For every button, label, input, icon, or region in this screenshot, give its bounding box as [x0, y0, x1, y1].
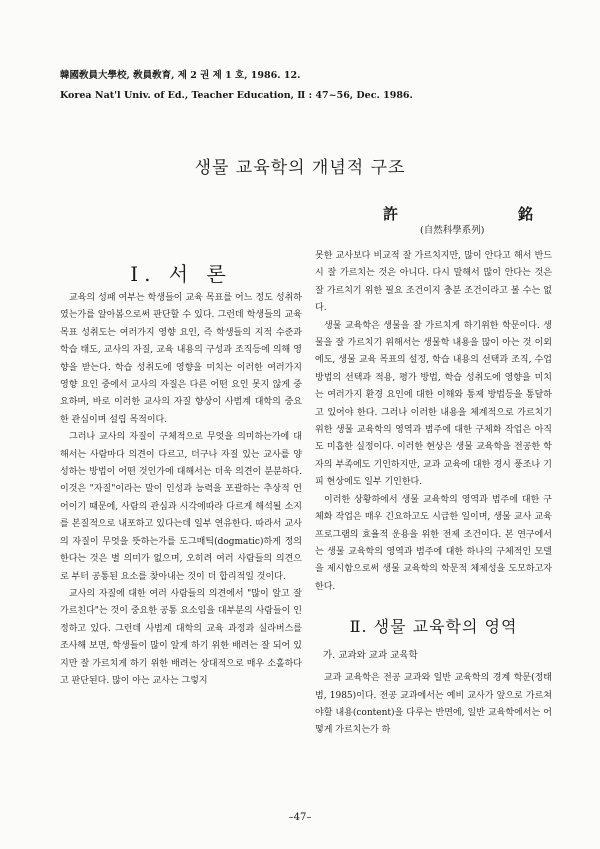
body-paragraph: 교육의 성패 여부는 학생들이 교육 목표를 어느 정도 성취하였는가를 알아봄으로써 판단할 수 있다. 그런데 학생들의 교육 목표 성취도는 여러가지 영향 요인, 즉 학생들의 지적 수준과 학습 태도, 교사의 자질, 교육 내용의 구성과 조직등에 의해 영향을 받는다. 학습 성취도에 영향을 미치는 이러한 여러가지 영향 요인 중에서 교사의 자질은 다른 어떤 요인 못지 않게 중요하며, 바로 이러한 교사의 자질 향상이 사범계 대학의 중요한 관심이며 설립 목적이다.: [60, 293, 302, 425]
author-affiliation: (自然科學系列): [420, 225, 485, 236]
body-paragraph: 교사의 자질에 대한 여러 사람들의 의견에서 "많이 알고 잘 가르친다"는 것이 중요한 공통 요소임을 대부분의 사람들이 인정하고 있다. 그런데 사범계 대학의 교육 과정과 실라버스를 조사해 보면, 학생들이 많이 알게 하기 위한 배려는 잘 되어 있지만 잘 가르치게 하기 위한 배려는 상대적으로 매우 소홀하다고 판단된다. 많이 아는 교사는 그렇지: [60, 588, 302, 686]
journal-header-english: Korea Nat'l Univ. of Ed., Teacher Education, Ⅱ : 47~56, Dec. 1986.: [60, 90, 413, 101]
body-paragraph: 그러나 교사의 자질이 구체적으로 무엇을 의미하는가에 대해서는 사람마다 의견이 다르고, 더구나 자질 있는 교사를 양성하는 방법이 어떤 것인가에 대해서는 더욱 의견이 분분하다. 이것은 "자질"이라는 말이 인성과 능력을 포괄하는 추상적 언어이기 때문에, 사람의 관심과 시각에따라 다르게 해석될 소지를 본질적으로 내포하고 있다는데 일부 연유한다. 따라서 교사의 자질이 무엇을 뜻하는가를 도그매틱(dogmatic)하게 정의한다는 것은 별 의미가 없으며, 오히려 여러 사람들의 의견으로 부터 공통된 요소를 찾아내는 것이 더 합리적일 것이다.: [60, 432, 302, 582]
section-2-heading: Ⅱ. 생물 교육학의 영역: [349, 617, 518, 637]
author-given-name: 銘: [517, 205, 533, 223]
body-paragraph: 못한 교사보다 비교적 잘 가르치지만, 많이 안다고 해서 반드시 잘 가르치는 것은 아니다. 다시 말해서 많이 안다는 것은 잘 가르치기 위한 필요 조건이지 충분 조건이라고 볼 수는 없다.: [315, 251, 552, 314]
right-column: [315, 248, 552, 740]
page-number: –47–: [288, 812, 312, 823]
paper-title: 생물 교육학의 개념적 구조: [194, 158, 406, 178]
journal-header: [60, 66, 413, 106]
author-surname: 許: [383, 205, 399, 223]
body-paragraph: 교과 교육학은 전공 교과와 일반 교육학의 경계 학문(정태범, 1985)이다. 전공 교과에서는 예비 교사가 앞으로 가르쳐야할 내용(content)을 다루는 반면에, 일반 교육학에서는 어떻게 가르치는가 하: [315, 673, 552, 736]
author-name: [383, 203, 533, 224]
left-column: [60, 290, 302, 690]
body-paragraph: 이러한 상황하에서 생물 교육학의 영역과 범주에 대한 구체화 작업은 매우 긴요하고도 시급한 일이며, 생물 교사 교육 프로그램의 효율적 운용을 위한 전제 조건이다. 본 연구에서는 생물 교육학의 영역과 범주에 대한 하나의 구체적인 모델을 제시함으로써 생물 교육학의 학문적 체제성을 도모하고자 한다.: [315, 494, 552, 592]
section-1-heading: Ⅰ. 서 론: [130, 262, 232, 286]
body-paragraph: 생물 교육학은 생물을 잘 가르치게 하기위한 학문이다. 생물을 잘 가르치기 위해서는 생물학 내용을 많이 아는 것 이외에도, 생물 교육 목표의 설정, 학습 내용의 선택과 조직, 수업방법의 선택과 적용, 평가 방법, 학습 성취도에 영향을 미치는 여러가지 환경 요인에 대한 이해와 통제 방법등을 통달하고 있어야 한다. 그러나 이러한 내용을 체계적으로 가르치기 위한 생물 교육학의 영역과 범주에 대한 구체화 작업은 아직도 미흡한 실정이다. 이러한 현상은 생물 교육학을 전공한 학자의 부족에도 기인하지만, 교과 교육에 대한 경시 풍조나 기피 현상에도 일부 기인한다.: [315, 320, 552, 488]
journal-header-korean: 韓國敎員大學校, 敎員敎育, 제 2 권 제 1 호, 1986. 12.: [60, 70, 301, 81]
subsection-heading: 가. 교과와 교과 교육학: [323, 650, 418, 662]
